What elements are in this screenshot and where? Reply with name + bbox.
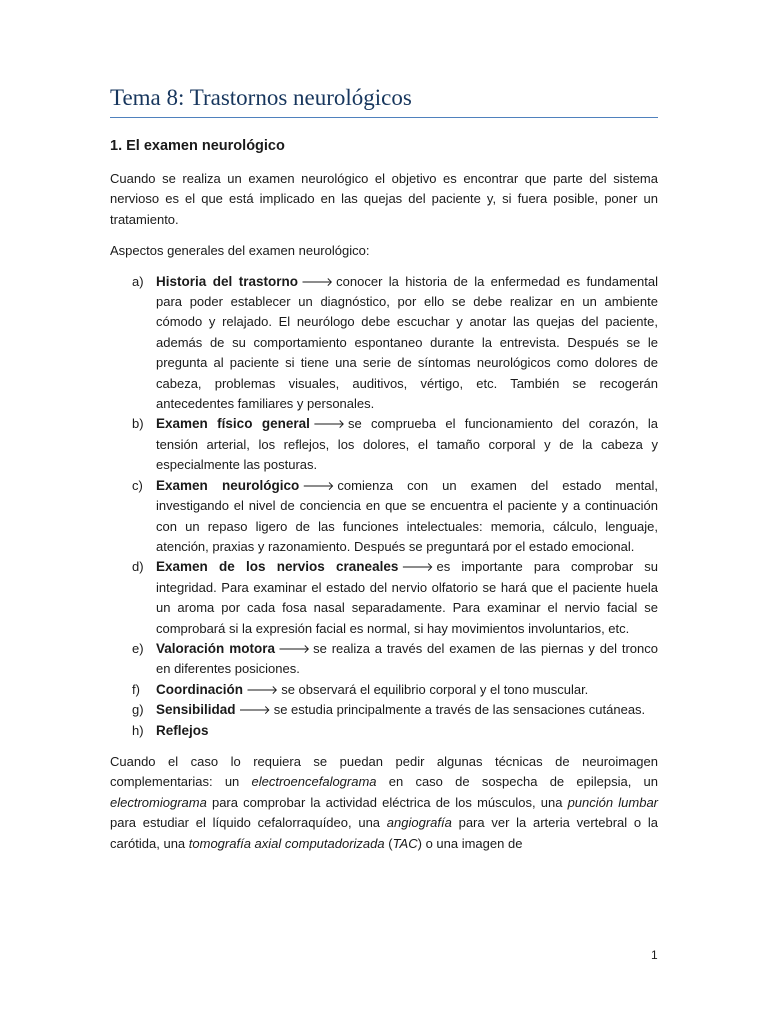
aspects-heading: Aspectos generales del examen neurológico: xyxy=(110,243,370,259)
closing-emphasis: punción lumbar xyxy=(567,794,658,810)
list-item xyxy=(110,700,658,720)
closing-paragraph xyxy=(110,752,658,854)
closing-emphasis: electromiograma xyxy=(110,794,207,810)
document-title: Tema 8: Trastornos neurológicos xyxy=(110,84,658,118)
closing-text: ( xyxy=(384,835,393,851)
list-marker: h) xyxy=(132,722,144,738)
list-item xyxy=(110,414,658,475)
list-item xyxy=(110,557,658,639)
closing-text: Cuando el caso lo requiera se puedan pedir algunas técnicas de neuroimagen complementarias: un xyxy=(110,753,658,790)
list-item xyxy=(110,680,658,700)
list-marker: b) xyxy=(132,416,144,432)
item-text: es importante para comprobar su integridad. Para examinar el estado del nervio olfatorio se hará que el paciente huela un aroma por cada fosa nasal separadamente. Para examinar el nervio facial se comprobará si la expresión facial es normal, si hay movimientos involuntarios, etc. xyxy=(156,559,658,636)
list-marker: e) xyxy=(132,640,144,656)
item-text: se observará el equilibrio corporal y el tono muscular. xyxy=(281,681,589,697)
arrow-right-icon: 🡒 xyxy=(401,560,434,575)
closing-emphasis: TAC xyxy=(392,835,418,851)
list-item xyxy=(110,272,658,415)
list-item xyxy=(110,476,658,558)
list-item xyxy=(110,639,658,680)
item-term: Examen físico general xyxy=(156,416,310,432)
item-text: se comprueba el funcionamiento del corazón, la tensión arterial, los reflejos, los dolores, el tamaño corporal y de la cabeza y especialmente las posturas. xyxy=(156,416,658,473)
item-text: comienza con un examen del estado mental, investigando el nivel de conciencia en que se encuentra el paciente y a continuación con un repaso ligero de las funciones intelectuales: memoria, cálculo, lenguaje, atención, praxias y razonamiento. Después se preguntará por el estado emocional. xyxy=(156,477,658,554)
list-marker: f) xyxy=(132,681,140,697)
arrow-right-icon: 🡒 xyxy=(277,641,311,656)
page-content xyxy=(110,84,658,854)
list-marker: g) xyxy=(132,702,144,718)
arrow-right-icon: 🡒 xyxy=(300,274,334,289)
item-term: Examen de los nervios craneales xyxy=(156,559,399,575)
closing-emphasis: electroencefalograma xyxy=(251,774,377,790)
arrow-right-icon: 🡒 xyxy=(238,703,271,718)
arrow-right-icon: 🡒 xyxy=(246,682,279,697)
item-text: se realiza a través del examen de las piernas y del tronco en diferentes posiciones. xyxy=(156,640,658,677)
item-term: Valoración motora xyxy=(156,640,275,656)
item-text: conocer la historia de la enfermedad es fundamental para poder establecer un diagnóstico, por ello se debe realizar en un ambiente cómodo y relajado. El neurólogo debe escuchar y anotar las quejas del paciente, además de su comportamiento espontaneo durante la entrevista. Después se le pregunta al paciente si tiene una serie de síntomas neurológicos como dolores de cabeza, problemas visuales, auditivos, vértigo, etc. También se recogerán antecedentes familiares y personales. xyxy=(156,273,658,412)
list-marker: c) xyxy=(132,477,143,493)
item-term: Reflejos xyxy=(156,722,209,738)
aspects-list xyxy=(110,272,658,741)
item-text: se estudia principalmente a través de las sensaciones cutáneas. xyxy=(273,702,646,718)
section-heading: 1. El examen neurológico xyxy=(110,138,285,154)
arrow-right-icon: 🡒 xyxy=(302,478,335,493)
closing-text: para ver la arteria vertebral o la carótida, una xyxy=(110,815,658,851)
item-term: Sensibilidad xyxy=(156,702,236,718)
intro-paragraph: Cuando se realiza un examen neurológico el objetivo es encontrar que parte del sistema nervioso es el que está implicado en las quejas del paciente y, si fuera posible, poner un tratamiento. xyxy=(110,171,658,227)
closing-text: para estudiar el líquido cefalorraquídeo, una xyxy=(110,815,387,831)
list-item xyxy=(110,721,658,741)
list-marker: d) xyxy=(132,559,144,575)
item-term: Examen neurológico xyxy=(156,477,300,493)
closing-emphasis: tomografía axial computadorizada xyxy=(188,835,385,851)
item-term: Historia del trastorno xyxy=(156,273,298,289)
list-marker: a) xyxy=(132,273,144,289)
closing-text: ) o una imagen de xyxy=(417,835,523,851)
page-number: 1 xyxy=(651,948,658,962)
item-term: Coordinación xyxy=(156,681,243,697)
closing-emphasis: angiografía xyxy=(386,815,452,831)
arrow-right-icon: 🡒 xyxy=(312,417,346,432)
closing-text: para comprobar la actividad eléctrica de los músculos, una xyxy=(206,794,568,810)
closing-text: en caso de sospecha de epilepsia, un xyxy=(376,774,658,790)
